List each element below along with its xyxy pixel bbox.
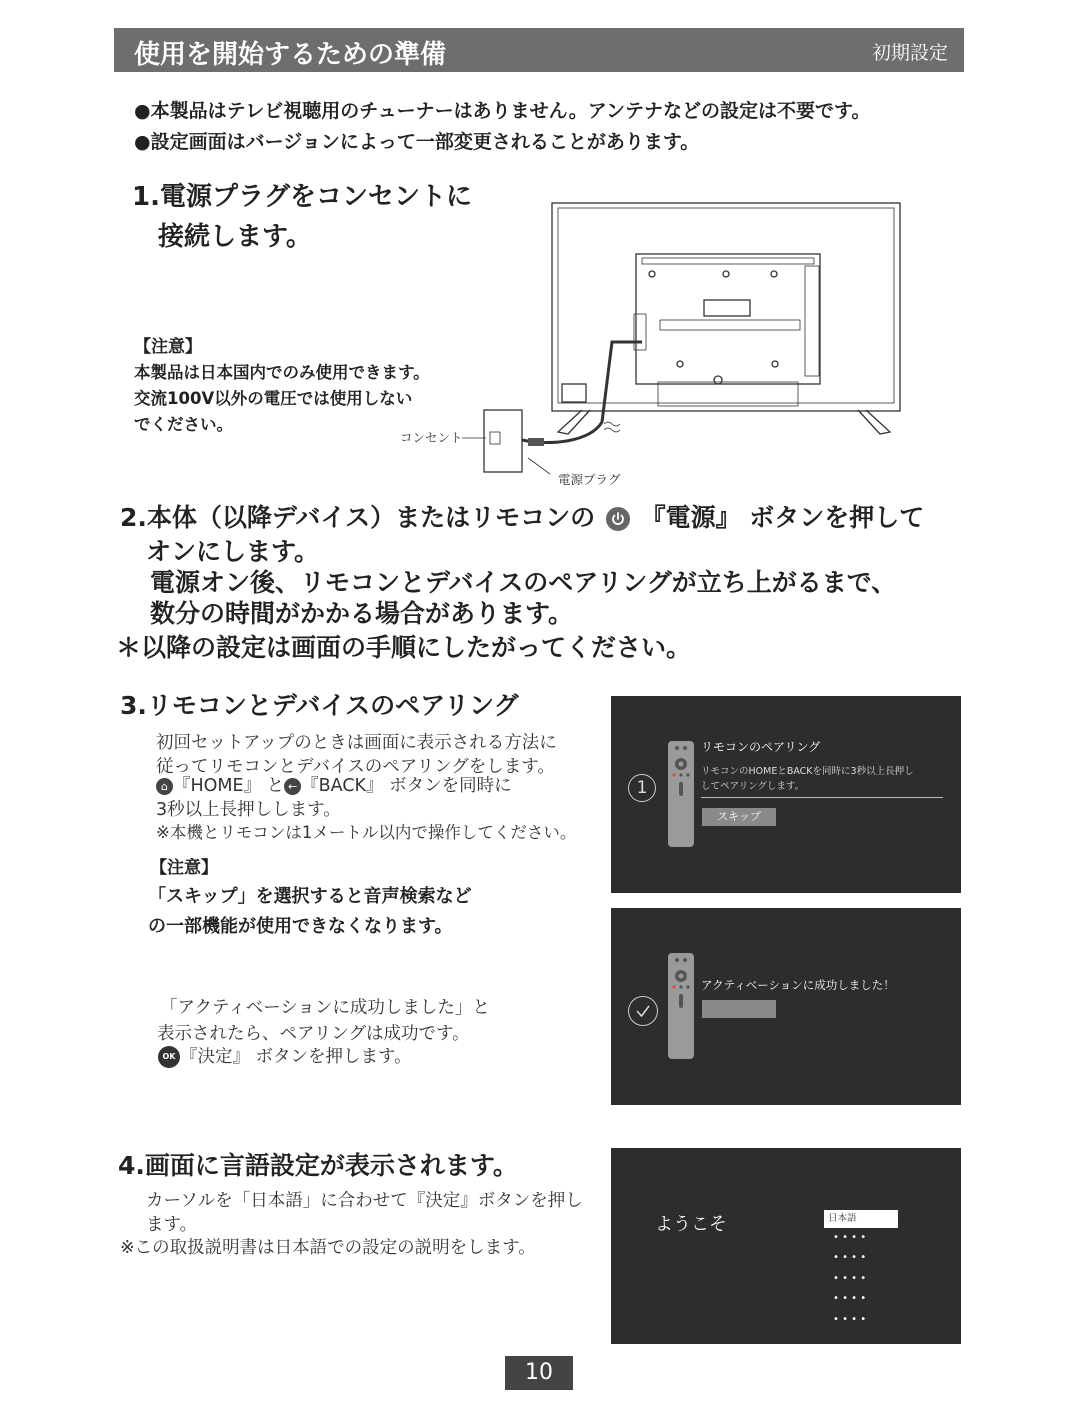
step3-title: 3.リモコンとデバイスのペアリング (120, 691, 519, 720)
step2-line4: 数分の時間がかかる場合があります。 (150, 599, 574, 628)
remote-control-icon-2 (667, 952, 695, 1060)
step3-success-line2: 表示されたら、ペアリングは成功です。 (157, 1024, 470, 1044)
step4-body-line1: カーソルを「日本語」に合わせて『決定』ボタンを押し (146, 1191, 583, 1211)
step1-caution-heading: 【注意】 (134, 337, 202, 357)
pairing-desc-line1: リモコンのHOMEとBACKを同時に3秒以上長押し (701, 766, 914, 777)
tv-rear-illustration (390, 196, 910, 492)
step3-body-line1: 初回セットアップのときは画面に表示される方法に (156, 733, 557, 753)
skip-button[interactable]: スキップ (702, 808, 776, 826)
language-screen (611, 1148, 961, 1344)
back-icon: ← (284, 778, 301, 795)
step3-ok-line (158, 1043, 412, 1068)
welcome-text: ようこそ (655, 1214, 727, 1235)
pairing-screen (611, 696, 961, 893)
outlet-label: コンセント (400, 430, 463, 445)
step3-caution-line1: 「スキップ」を選択すると音声検索など (148, 886, 472, 907)
step2-line5: ＊以降の設定は画面の手順にしたがってください。 (116, 633, 692, 662)
section-title: 使用を開始するための準備 (134, 40, 447, 70)
step3-caution-line2: の一部機能が使用できなくなります。 (148, 916, 453, 937)
back-label: 『BACK』 ボタンを同時に (301, 776, 512, 796)
plug-label: 電源プラグ (558, 472, 621, 487)
step2-line2: オンにします。 (146, 537, 320, 566)
activation-screen (611, 908, 961, 1105)
step4-title: 4.画面に言語設定が表示されます。 (118, 1151, 518, 1180)
activation-title: アクティベーションに成功しました！ (701, 978, 895, 992)
intro-note-1: ●本製品はテレビ視聴用のチューナーはありません。アンテナなどの設定は不要です。 (134, 100, 871, 122)
remote-control-icon (667, 740, 695, 848)
step4-body-line3: ※この取扱説明書は日本語での設定の説明をします。 (120, 1238, 536, 1258)
home-label: 『HOME』 と (173, 776, 285, 796)
pairing-title: リモコンのペアリング (701, 740, 821, 754)
language-option[interactable]: • • • • (833, 1232, 867, 1243)
step3-body-line2: 従ってリモコンとデバイスのペアリングをします。 (156, 757, 555, 777)
step4-body-line2: ます。 (146, 1215, 198, 1235)
language-option[interactable]: • • • • (833, 1314, 867, 1325)
check-icon (628, 996, 658, 1026)
step1-title-line1: 1.電源プラグをコンセントに (132, 182, 472, 212)
language-option[interactable]: • • • • (833, 1252, 867, 1263)
step1-caution-line3: でください。 (134, 415, 233, 434)
ok-label: 『決定』 ボタンを押します。 (180, 1047, 412, 1067)
step2-line1-prefix: 2.本体（以降デバイス）またはリモコンの (120, 503, 596, 532)
step2-line1 (120, 498, 924, 534)
step3-success-line1: 「アクティベーションに成功しました」と (160, 998, 490, 1018)
step2-line3: 電源オン後、リモコンとデバイスのペアリングが立ち上がるまで、 (150, 568, 897, 597)
pairing-divider (701, 797, 943, 798)
home-icon: ⌂ (156, 778, 173, 795)
ok-icon: OK (158, 1046, 180, 1068)
step-number-badge: 1 (628, 774, 656, 802)
step1-title-line2: 接続します。 (158, 222, 312, 252)
ok-button[interactable] (702, 1000, 776, 1018)
power-icon (606, 507, 630, 531)
step3-body2-line1: 3秒以上長押しします。 (156, 800, 341, 820)
step3-home-back-line (156, 772, 512, 797)
language-option[interactable]: • • • • (833, 1293, 867, 1304)
step1-caution-line2: 交流100V以外の電圧では使用しない (134, 389, 413, 408)
step2-line1-suffix: 『電源』 ボタンを押して (640, 503, 925, 532)
language-option-selected[interactable]: 日本語 (824, 1210, 898, 1228)
step3-caution-heading: 【注意】 (150, 858, 218, 878)
language-option[interactable]: • • • • (833, 1273, 867, 1284)
intro-note-2: ●設定画面はバージョンによって一部変更されることがあります。 (134, 131, 700, 153)
section-header (114, 28, 964, 72)
step1-caution-line1: 本製品は日本国内でのみ使用できます。 (134, 363, 430, 382)
pairing-desc-line2: してペアリングします。 (701, 781, 805, 792)
section-tag: 初期設定 (871, 42, 948, 64)
step3-body2-line2: ※本機とリモコンは1メートル以内で操作してください。 (156, 823, 577, 842)
page-number: 10 (505, 1356, 573, 1390)
